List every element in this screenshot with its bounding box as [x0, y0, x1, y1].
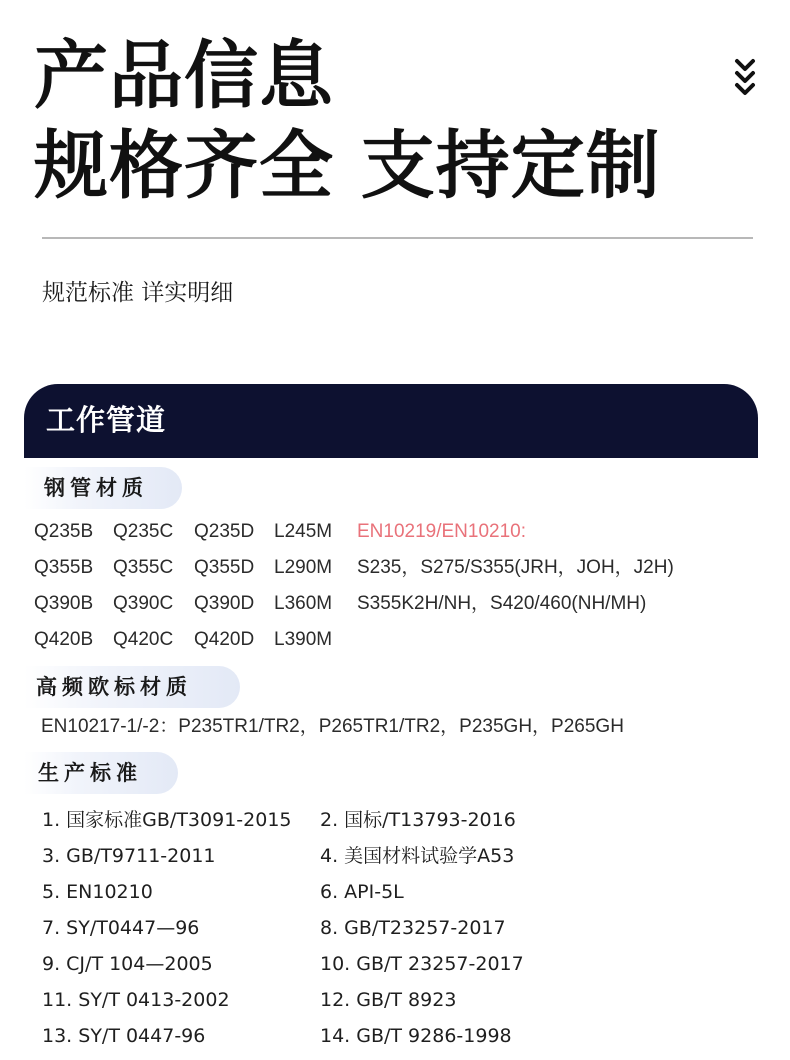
en-standard-line: S235，S275/S355(JRH，JOH，J2H): [357, 557, 674, 578]
section-subtitle: 规范标准 详实明细: [42, 280, 234, 306]
header-divider: [42, 237, 753, 239]
material-grade: Q355B: [34, 557, 94, 578]
standard-item: 6. API-5L: [320, 881, 404, 903]
en-standard-line: S355K2H/NH，S420/460(NH/MH): [357, 593, 647, 614]
standard-item: 2. 国标/T13793-2016: [320, 809, 516, 831]
standard-item: 12. GB/T 8923: [320, 989, 457, 1011]
banner-title: 工作管道: [46, 403, 167, 437]
en-standard-heading: EN10219/EN10210:: [357, 521, 527, 542]
page-subtitle-headline: 规格齐全 支持定制: [34, 123, 661, 209]
hf-euro-materials: EN10217-1/-2：P235TR1/TR2，P265TR1/TR2，P235GH，P265GH: [41, 716, 624, 737]
material-grade: Q420B: [34, 629, 94, 650]
standard-item: 8. GB/T23257-2017: [320, 917, 506, 939]
material-grade: Q235D: [194, 521, 255, 542]
material-grade: Q390C: [113, 593, 174, 614]
material-grade: Q235C: [113, 521, 174, 542]
standard-item: 10. GB/T 23257-2017: [320, 953, 524, 975]
standard-item: 11. SY/T 0413-2002: [42, 989, 230, 1011]
standard-item: 4. 美国材料试验学A53: [320, 845, 515, 867]
standard-item: 9. CJ/T 104—2005: [42, 953, 213, 975]
standard-item: 1. 国家标准GB/T3091-2015: [42, 809, 292, 831]
section-label-text: 生产标准: [38, 761, 142, 785]
standard-item: 3. GB/T9711-2011: [42, 845, 216, 867]
material-grade: L290M: [274, 557, 333, 578]
chevrons-down-icon[interactable]: [734, 58, 756, 100]
page-title: 产品信息: [34, 33, 334, 119]
standard-item: 5. EN10210: [42, 881, 153, 903]
material-grade: Q390B: [34, 593, 94, 614]
standard-item: 7. SY/T0447—96: [42, 917, 200, 939]
material-grade: Q235B: [34, 521, 94, 542]
standard-item: 13. SY/T 0447-96: [42, 1025, 206, 1047]
section-label-steel-material: [24, 467, 182, 509]
section-label-hf-euro: [24, 666, 240, 708]
material-grade: Q390D: [194, 593, 255, 614]
category-banner: [24, 384, 758, 458]
material-grade: L390M: [274, 629, 333, 650]
material-grade: Q420D: [194, 629, 255, 650]
section-label-text: 钢管材质: [44, 476, 148, 500]
material-grade: L245M: [274, 521, 333, 542]
material-grade: Q355C: [113, 557, 174, 578]
standard-item: 14. GB/T 9286-1998: [320, 1025, 512, 1047]
material-grade: L360M: [274, 593, 333, 614]
material-grade: Q420C: [113, 629, 174, 650]
material-grade: Q355D: [194, 557, 255, 578]
section-label-text: 高频欧标材质: [36, 675, 192, 699]
section-label-standards: [24, 752, 178, 794]
